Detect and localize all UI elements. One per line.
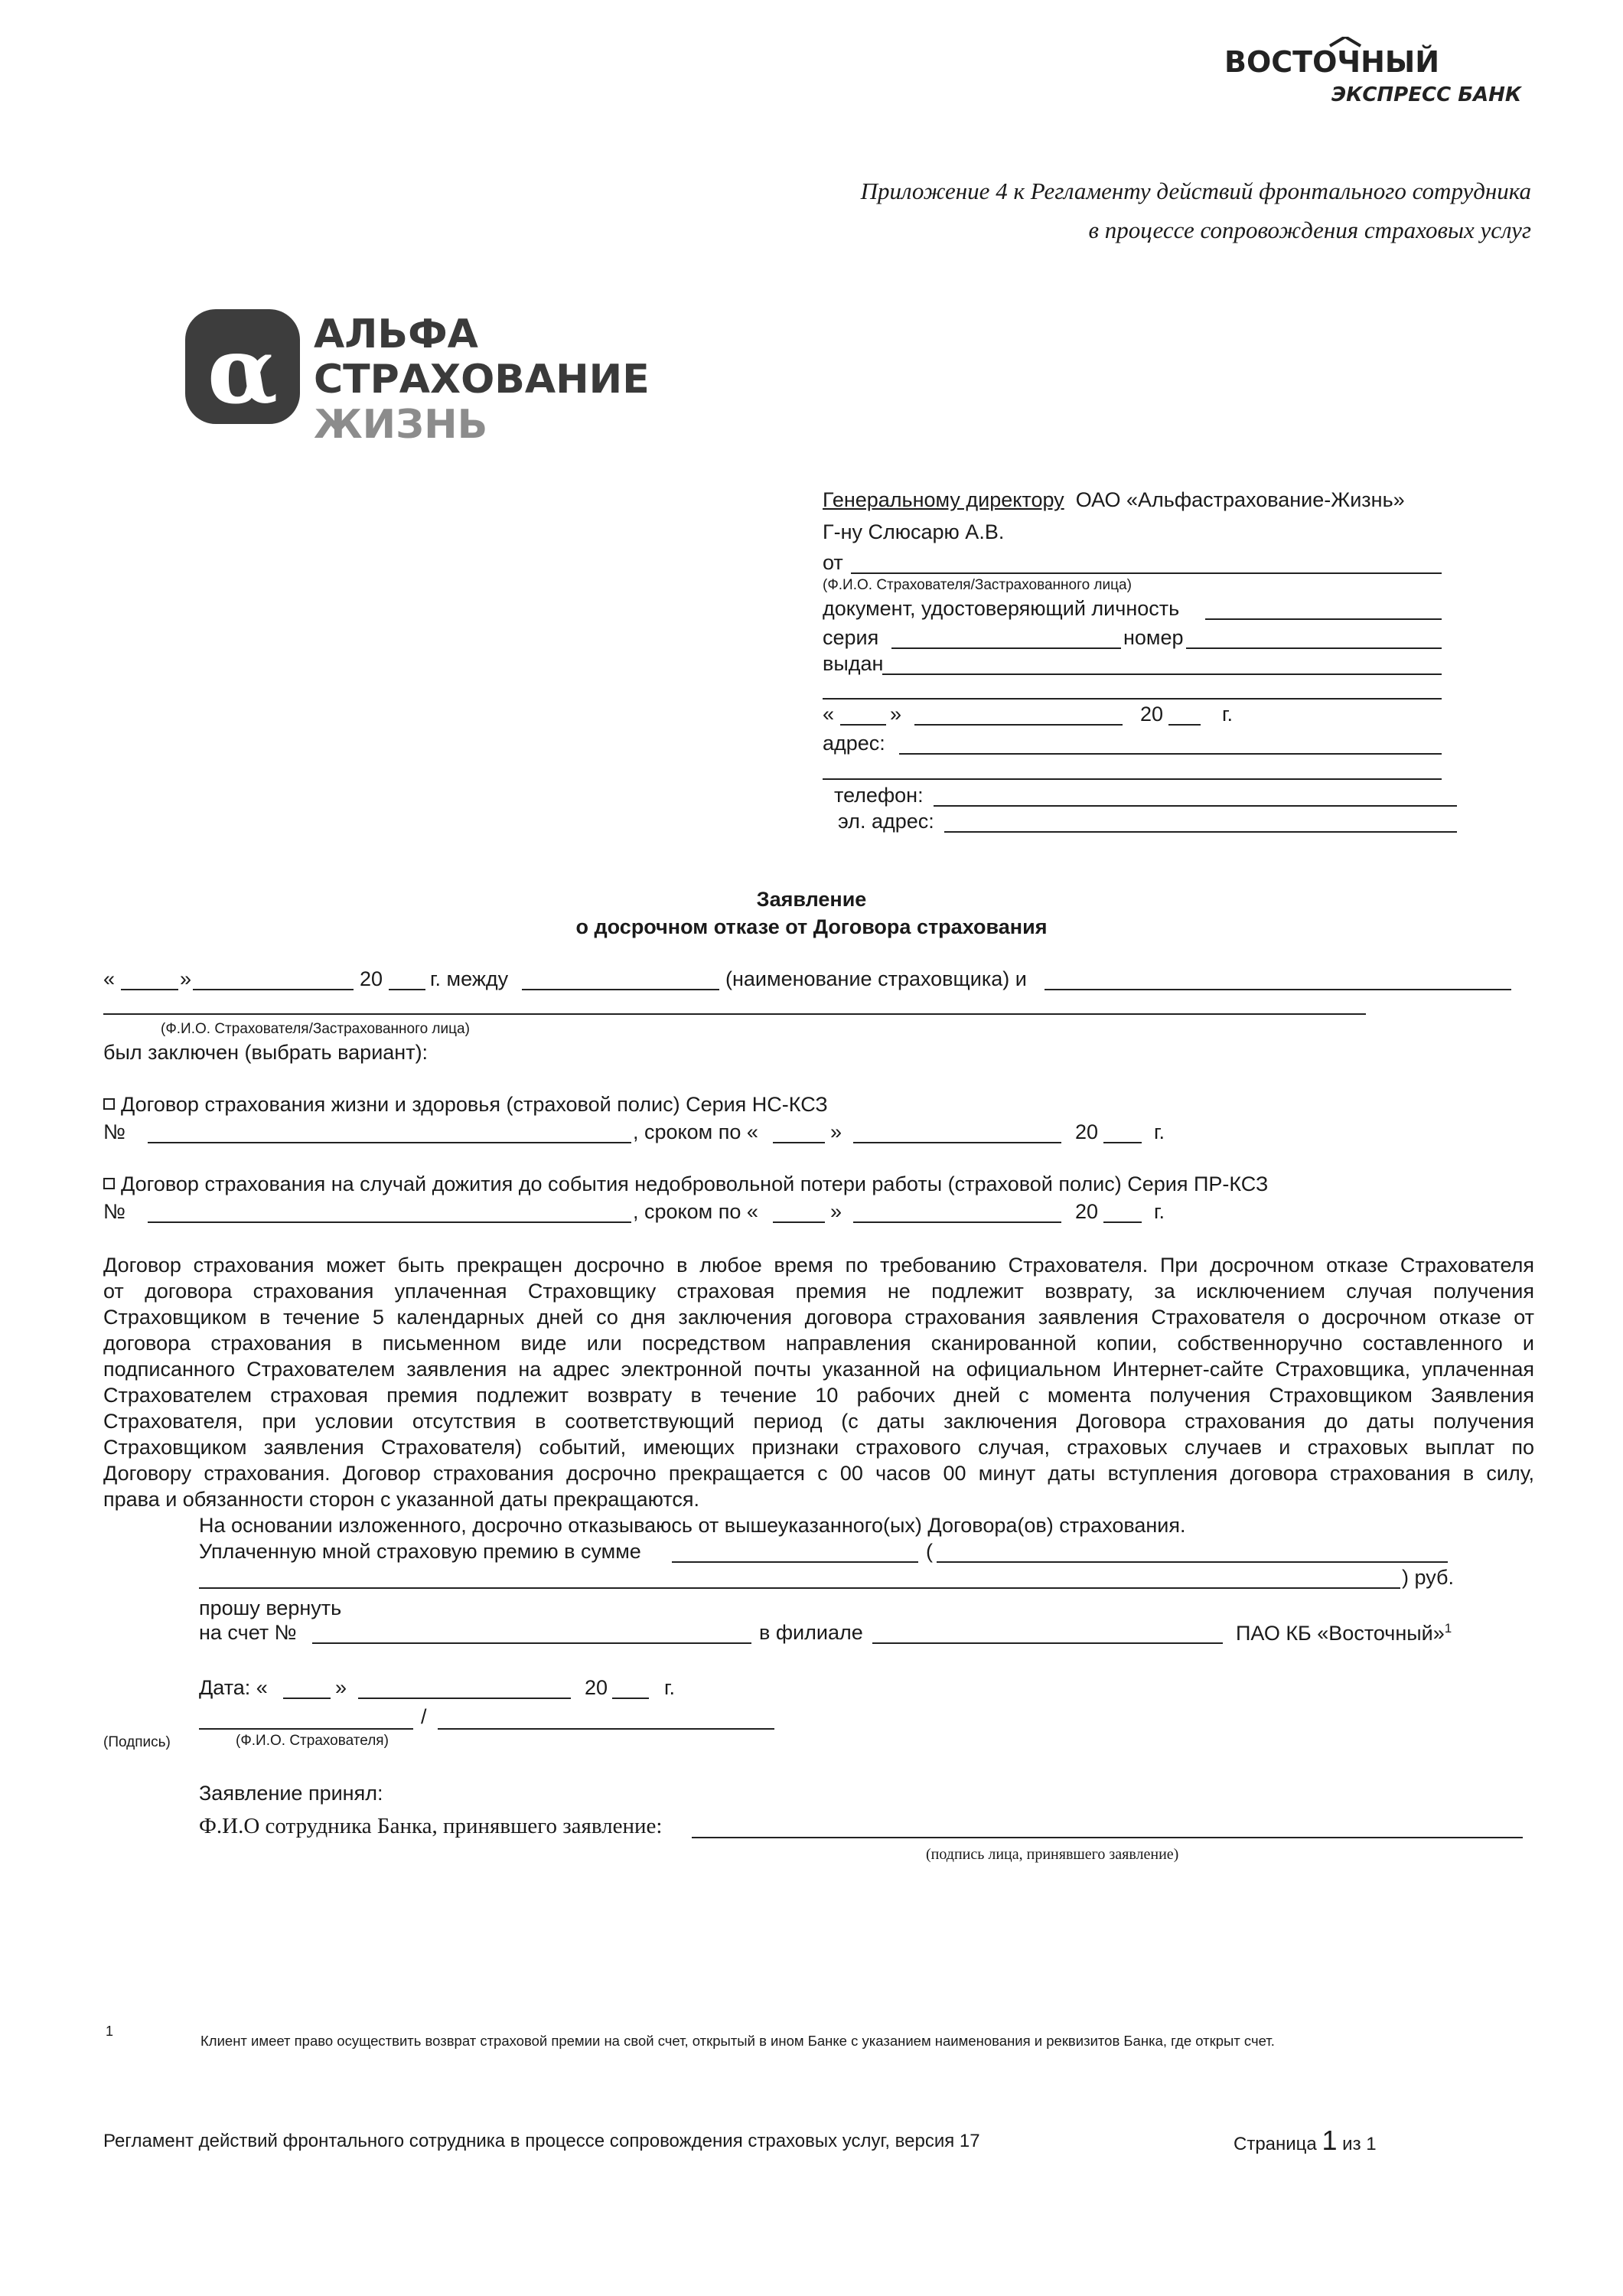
date-year-prefix: 20 — [585, 1676, 608, 1699]
email-label: эл. адрес: — [838, 810, 934, 833]
intro-insurer-field[interactable] — [522, 989, 719, 990]
bank-logo-sub: ЭКСПРЕСС БАНК — [1331, 83, 1522, 106]
logo-line-3: ЖИЗНЬ — [314, 402, 488, 448]
number-label: номер — [1123, 626, 1184, 649]
policyholder-name-hint: (Ф.И.О. Страхователя) — [236, 1733, 389, 1749]
alfastrakhovanie-logo — [182, 305, 702, 458]
body-line-9: Договору страхования. Договор страхования досрочно прекращается с 00 часов 00 минут даты вступления договора страхования в силу, — [103, 1462, 1534, 1485]
issue-month-field[interactable] — [914, 724, 1123, 726]
option-2-year-suffix: г. — [1154, 1200, 1165, 1223]
option-1-no: № — [103, 1120, 125, 1143]
option-1-checkbox[interactable] — [103, 1098, 115, 1110]
director-label: Генеральному директору — [823, 488, 1064, 511]
doc-label: документ, удостоверяющий личность — [823, 597, 1180, 620]
bank-logo-name: ВОСТОЧНЫЙ — [1224, 45, 1440, 79]
issued-label: выдан — [823, 652, 884, 675]
option-2-number-field[interactable] — [148, 1221, 631, 1223]
intro-year-prefix: 20 — [360, 967, 383, 990]
address-field[interactable] — [899, 753, 1442, 755]
series-label: серия — [823, 626, 879, 649]
acceptance-employee: Ф.И.О сотрудника Банка, принявшего заявление: — [199, 1814, 663, 1838]
address-field-2[interactable] — [823, 778, 1442, 780]
vostochny-bank-logo — [1209, 37, 1546, 106]
page-number: 1 — [1322, 2125, 1338, 2156]
number-field[interactable] — [1186, 647, 1442, 649]
option-1-term-close: » — [830, 1120, 842, 1143]
option-2-day-field[interactable] — [773, 1221, 825, 1223]
premium-words-field[interactable] — [937, 1561, 1448, 1563]
date-close: » — [335, 1676, 347, 1699]
intro-between: г. между — [430, 967, 509, 990]
option-2-checkbox[interactable] — [103, 1178, 115, 1189]
date-month-field[interactable] — [358, 1698, 571, 1699]
premium-amount-field[interactable] — [672, 1561, 918, 1563]
appendix-line-1: Приложение 4 к Регламенту действий фронтального сотрудника — [860, 178, 1531, 204]
intro-quote-open: « — [103, 967, 116, 990]
option-2-label[interactable] — [103, 1172, 1268, 1196]
intro-concluded: был заключен (выбрать вариант): — [103, 1041, 429, 1064]
issued-field[interactable] — [882, 673, 1442, 675]
body-line-3: Страховщиком в течение 5 календарных дней со дня заключения договора страхования заявления Страхователя о досрочном отказе от — [103, 1306, 1534, 1329]
option-1-label[interactable] — [103, 1093, 828, 1117]
option-1-year-field[interactable] — [1103, 1142, 1142, 1143]
addressee-director — [823, 488, 1405, 512]
page-of: из 1 — [1342, 2134, 1377, 2154]
address-label: адрес: — [823, 732, 885, 755]
option-2-term: , сроком по « — [633, 1200, 758, 1223]
body-line-1: Договор страхования может быть прекращен досрочно в любое время по требованию Страхователя. При досрочном отказе Страхователя — [103, 1254, 1534, 1277]
refusal-premium: Уплаченную мной страховую премию в сумме — [199, 1540, 641, 1563]
date-year-field[interactable] — [612, 1698, 649, 1699]
from-hint: (Ф.И.О. Страхователя/Застрахованного лица) — [823, 577, 1132, 593]
body-line-7: Страхователя, при условии отсутствия в соответствующий период (с даты заключения Договора страхования до даты получения — [103, 1410, 1534, 1433]
logo-line-1: АЛЬФА — [314, 311, 478, 357]
alpha-symbol-icon: α — [207, 317, 279, 425]
from-field[interactable] — [851, 572, 1442, 574]
intro-person-field[interactable] — [1045, 989, 1511, 990]
intro-person-hint: (Ф.И.О. Страхователя/Застрахованного лица) — [161, 1021, 470, 1037]
premium-paren-open: ( — [926, 1540, 933, 1563]
body-line-10: права и обязанности сторон с указанной даты прекращаются. — [103, 1488, 699, 1511]
title-line-1: Заявление — [756, 888, 867, 911]
refusal-ask: прошу вернуть — [199, 1596, 342, 1619]
intro-month-field[interactable] — [193, 989, 354, 990]
option-2-no: № — [103, 1200, 125, 1223]
from-label: от — [823, 551, 843, 574]
issue-year-prefix: 20 — [1140, 703, 1164, 726]
acceptance-label: Заявление принял: — [199, 1782, 383, 1805]
company-name: ОАО «Альфастрахование-Жизнь» — [1075, 488, 1405, 511]
account-label: на счет № — [199, 1621, 297, 1644]
intro-day-field[interactable] — [121, 989, 178, 990]
option-1-term: , сроком по « — [633, 1120, 758, 1143]
phone-field[interactable] — [934, 805, 1457, 807]
employee-field[interactable] — [692, 1837, 1523, 1838]
branch-field[interactable] — [872, 1642, 1223, 1644]
date-label: Дата: « — [199, 1676, 268, 1699]
option-1-text: Договор страхования жизни и здоровья (страховой полис) Серия НС-КСЗ — [121, 1093, 828, 1116]
footnote-ref: 1 — [1444, 1621, 1452, 1636]
intro-person-field-2[interactable] — [103, 1013, 1366, 1015]
email-field[interactable] — [944, 831, 1457, 833]
premium-rub: ) руб. — [1402, 1566, 1454, 1589]
account-field[interactable] — [312, 1642, 751, 1644]
footnote-mark: 1 — [106, 2024, 114, 2039]
option-1-number-field[interactable] — [148, 1142, 631, 1143]
signature-slash: / — [421, 1705, 427, 1728]
option-2-year-prefix: 20 — [1075, 1200, 1099, 1223]
signature-field[interactable] — [199, 1728, 413, 1730]
addressee-name: Г-ну Слюсарю А.В. — [823, 520, 1005, 543]
body-line-8: Страховщиком заявления Страхователя) событий, имеющих признаки страхового случая, страховых случаев и страховых выплат по — [103, 1436, 1534, 1459]
branch-label: в филиале — [759, 1621, 863, 1644]
issued-field-2[interactable] — [823, 698, 1442, 700]
intro-insurer-hint: (наименование страховщика) и — [725, 967, 1027, 990]
option-1-year-prefix: 20 — [1075, 1120, 1099, 1143]
option-2-term-close: » — [830, 1200, 842, 1223]
option-2-year-field[interactable] — [1103, 1221, 1142, 1223]
issue-day-field[interactable] — [840, 724, 886, 726]
premium-words-field-2[interactable] — [199, 1587, 1400, 1589]
signature-hint: (Подпись) — [103, 1734, 171, 1750]
footer-page — [1234, 2125, 1377, 2157]
option-2-text: Договор страхования на случай дожития до события недобровольной потери работы (страховой полис) Серия ПР-КСЗ — [121, 1172, 1269, 1195]
option-1-month-field[interactable] — [853, 1142, 1061, 1143]
option-2-month-field[interactable] — [853, 1221, 1061, 1223]
intro-quote-close: » — [180, 967, 192, 990]
body-line-4: договора страхования в письменном виде или посредством направления сканированной копии, собственноручно составленного и — [103, 1332, 1534, 1355]
option-1-year-suffix: г. — [1154, 1120, 1165, 1143]
date-day-field[interactable] — [283, 1698, 331, 1699]
body-line-6: Страхователем страховая премия подлежит возврату в течение 10 рабочих дней с момента получения Страховщиком Заявления — [103, 1384, 1534, 1407]
issue-year-field[interactable] — [1168, 724, 1201, 726]
phone-label: телефон: — [834, 784, 924, 807]
title-line-2: о досрочном отказе от Договора страхования — [575, 915, 1048, 938]
page-label: Страница — [1234, 2134, 1317, 2154]
bank-name-text: ПАО КБ «Восточный» — [1236, 1622, 1445, 1645]
date-year-suffix: г. — [664, 1676, 676, 1699]
intro-year-field[interactable] — [389, 989, 425, 990]
issue-date-open: « — [823, 703, 835, 726]
body-line-5: подписанного Страхователем заявления на адрес электронной почты указанной на официальном Интернет-сайте Страховщика, уплаченная — [103, 1358, 1534, 1381]
policyholder-name-field[interactable] — [438, 1728, 774, 1730]
issue-date-close: » — [890, 703, 902, 726]
bank-name — [1236, 1621, 1452, 1645]
footer-regulation: Регламент действий фронтального сотрудника в процессе сопровождения страховых услуг, версия 17 — [103, 2131, 980, 2151]
body-line-2: от договора страхования уплаченная Страховщику страховая премия не подлежит возврату, за исключением случая получения — [103, 1280, 1534, 1303]
appendix-line-2: в процессе сопровождения страховых услуг — [1088, 217, 1531, 243]
series-field[interactable] — [891, 647, 1121, 649]
refusal-basis: На основании изложенного, досрочно отказываюсь от вышеуказанного(ых) Договора(ов) страхования. — [199, 1514, 1186, 1537]
footnote-text: Клиент имеет право осуществить возврат страховой премии на свой счет, открытый в ином Банке с указанием наименования и реквизитов Банка, где открыт счет. — [200, 2033, 1275, 2049]
doc-field[interactable] — [1205, 618, 1442, 620]
issue-year-suffix: г. — [1222, 703, 1234, 726]
logo-line-2: СТРАХОВАНИЕ — [314, 357, 650, 403]
option-1-day-field[interactable] — [773, 1142, 825, 1143]
acceptance-sign-hint: (подпись лица, принявшего заявление) — [926, 1846, 1179, 1863]
